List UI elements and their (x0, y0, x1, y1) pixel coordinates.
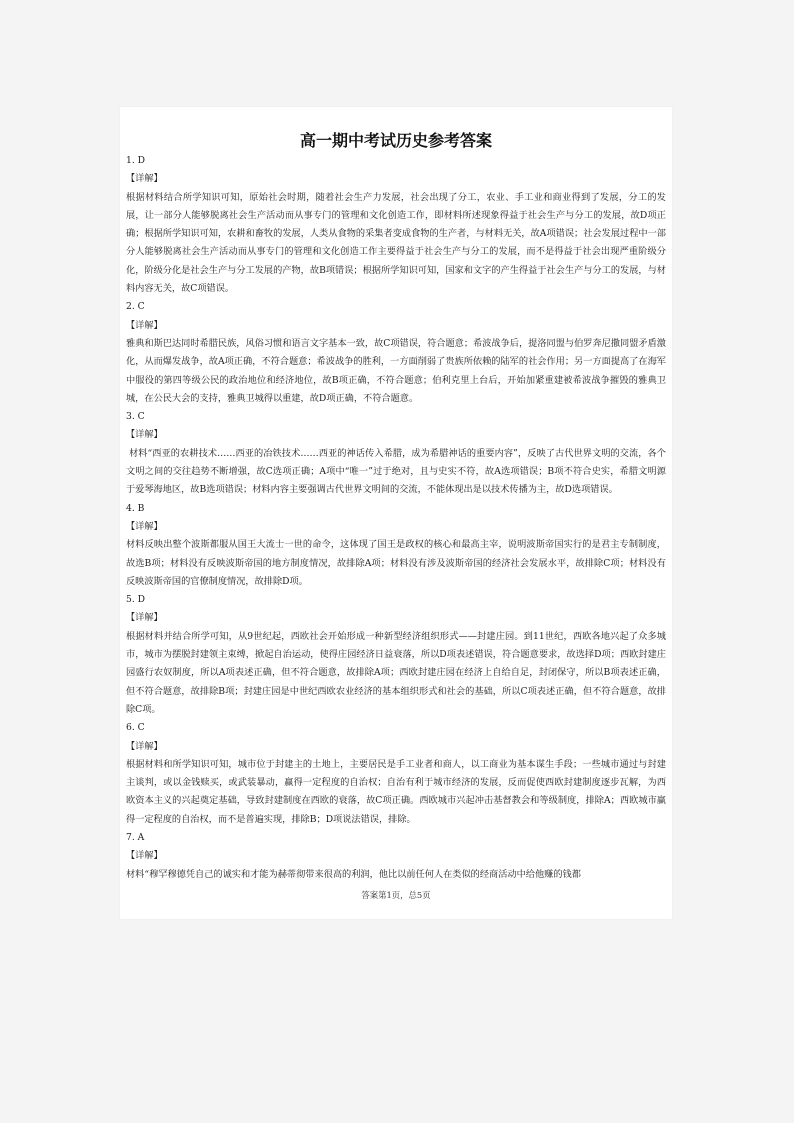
answer-number: 2. C (126, 301, 145, 313)
answer-item-1 (126, 152, 666, 298)
answer-explanation: 根据材料结合所学知识可知，原始社会时期，随着社会生产力发展，社会出现了分工，农业、手工业和商业得到了发展，分工的发展，让一部分人能够脱离社会生产活动而从事专门的管理和文化创造工作，即材料所述现象得益于社会生产与分工的发展，故D项正确；根据所学知识可知，农耕和畜牧的发展，人类从食物的采集者变成食物的生产者，与材料无关，故A项错误；社会发展过程中一部分人能够脱离社会生产活动而从事专门的管理和文化创造工作主要得益于社会生产与分工的发展，而不是得益于社会出现严重阶级分化，阶级分化是社会生产与分工发展的产物，故B项错误；根据所学知识可知，国家和文字的产生得益于社会生产与分工的发展，与材料内容无关，故C项错误。 (126, 191, 666, 295)
answer-number: 3. C (126, 411, 145, 423)
page-title: 高一期中考试历史参考答案 (299, 131, 492, 150)
answer-item-7 (126, 829, 666, 884)
detail-tag: 【详解】 (126, 173, 163, 185)
answer-number: 7. A (126, 831, 145, 843)
answer-explanation: 雅典和斯巴达同时希腊民族，风俗习惯和语言文字基本一致，故C项错误，符合题意；希波战争后，提洛同盟与伯罗奔尼撒同盟矛盾激化，从而爆发战争，故A项正确，不符合题意；希波战争的胜利，一方面削弱了贵族所依赖的陆军的社会作用；另一方面提高了在海军中服役的第四等级公民的政治地位和经济地位，故B项正确，不符合题意；伯利克里上台后，开始加紧重建被希波战争摧毁的雅典卫城，在公民大会的支持，雅典卫城得以重建，故D项正确，不符合题意。 (126, 337, 666, 404)
answer-explanation: 材料反映出整个波斯都服从国王大流士一世的命令，这体现了国王是政权的核心和最高主宰，说明波斯帝国实行的是君主专制制度，故选B项；材料没有反映波斯帝国的地方制度情况，故排除A项；材料没有涉及波斯帝国的经济社会发展水平，故排除C项；材料没有反映波斯帝国的官僚制度情况，故排除D项。 (126, 539, 666, 587)
answer-explanation: 材料“西亚的农耕技术……西亚的冶铁技术……西亚的神话传入希腊，成为希腊神话的重要内容”，反映了古代世界文明的交流，各个文明之间的交往趋势不断增强，故C选项正确；A项中“唯一”过于绝对，且与史实不符，故A选项错误；B项不符合史实，希腊文明源于爱琴海地区，故B选项错误；材料内容主要强调古代世界文明间的交流，不能体现出是以技术传播为主，故D选项错误。 (126, 447, 666, 496)
answer-item-6 (126, 719, 666, 829)
answer-number: 5. D (126, 594, 146, 606)
answer-item-4 (126, 500, 666, 591)
answer-explanation: 根据材料和所学知识可知，城市位于封建主的土地上，主要居民是手工业者和商人，以工商业为基本谋生手段；一些城市通过与封建主谈判，或以金钱赎买，或武装暴动，赢得一定程度的自治权；自治有利于城市经济的发展，反而促使西欧封建制度逐步瓦解，为西欧资本主义的兴起奠定基础，导致封建制度在西欧的衰落，故C项正确。西欧城市兴起冲击基督教会和等级制度，排除A；西欧城市赢得一定程度的自治权，而不是普遍实现，排除B；D项说法错误，排除。 (126, 758, 666, 825)
detail-tag: 【详解】 (126, 850, 163, 862)
detail-tag: 【详解】 (126, 520, 163, 532)
answer-number: 6. C (126, 722, 145, 734)
answer-explanation: 根据材料并结合所学可知，从9世纪起，西欧社会开始形成一种新型经济组织形式——封建庄园。到11世纪，西欧各地兴起了众多城市，城市为摆脱封建领主束缚，掀起自治运动，使得庄园经济日益衰落，所以D项表述错误，符合题意要求，故选择D项；西欧封建庄园盛行农奴制度，所以A项表述正确，但不符合题意，故排除A项；西欧封建庄园在经济上自给自足，封闭保守，所以B项表述正确，但不符合题意，故排除B项；封建庄园是中世纪西欧农业经济的基本组织形式和社会的基础，所以C项表述正确，但不符合题意，故排除C项。 (126, 630, 666, 715)
detail-tag: 【详解】 (126, 319, 163, 331)
answer-item-3 (126, 408, 666, 499)
answer-list (126, 152, 666, 884)
answer-item-2 (126, 298, 666, 408)
document-page (120, 107, 672, 919)
detail-tag: 【详解】 (126, 429, 163, 441)
page-footer: 答案第1页，总5页 (361, 890, 431, 900)
detail-tag: 【详解】 (126, 740, 163, 752)
answer-number: 4. B (126, 502, 145, 514)
answer-number: 1. D (126, 155, 146, 166)
answer-explanation: 材料“穆罕穆德凭自己的诚实和才能为赫蒂彻带来很高的利润，他比以前任何人在类似的经商活动中给他赚的钱都 (126, 868, 581, 880)
answer-item-5 (126, 591, 666, 719)
detail-tag: 【详解】 (126, 612, 163, 624)
